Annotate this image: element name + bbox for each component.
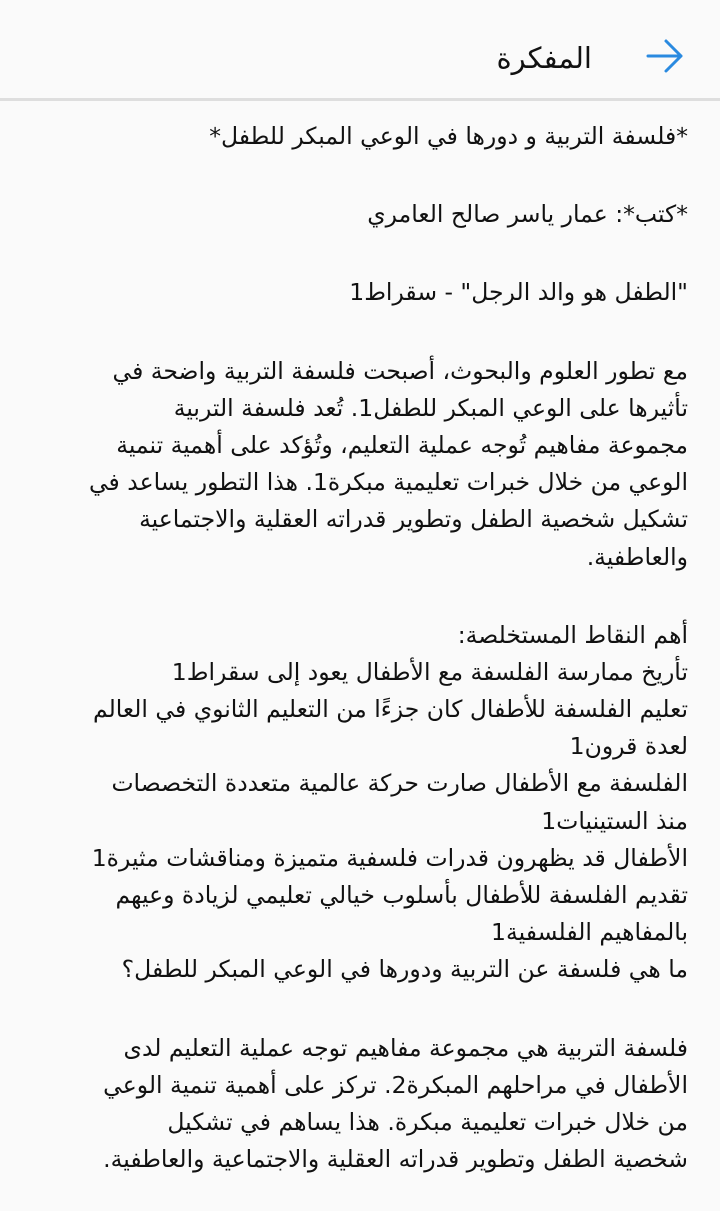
paragraph-1	[30, 353, 688, 576]
note-body[interactable]	[30, 118, 688, 1178]
text-line: مجموعة مفاهيم تُوجه عملية التعليم، وتُؤكد على أهمية تنمية	[116, 430, 688, 459]
question-line: ما هي فلسفة عن التربية ودورها في الوعي المبكر للطفل؟	[121, 955, 688, 984]
text-line: تشكيل شخصية الطفل وتطوير قدراته العقلية والاجتماعية	[139, 505, 688, 534]
note-title: *فلسفة التربية و دورها في الوعي المبكر للطفل*	[209, 122, 688, 150]
text-line: من خلال خبرات تعليمية مبكرة. هذا يساهم في تشكيل	[167, 1107, 688, 1136]
back-button[interactable]	[644, 36, 686, 76]
point-line: الأطفال قد يظهرون قدرات فلسفية متميزة ومناقشات مثيرة1	[91, 843, 688, 872]
text-line: والعاطفية.	[586, 542, 688, 571]
text-line: تأثيرها على الوعي المبكر للطفل1. تُعد فلسفة التربية	[173, 393, 688, 422]
text-line: الأطفال في مراحلهم المبكرة2. تركز على أهمية تنمية الوعي	[103, 1070, 688, 1099]
text-line: فلسفة التربية هي مجموعة مفاهيم توجه عملية التعليم لدى	[123, 1033, 688, 1062]
text-line: مع تطور العلوم والبحوث، أصبحت فلسفة التربية واضحة في	[112, 356, 688, 385]
arrow-right-icon	[644, 36, 686, 76]
page-title: المفكرة	[496, 41, 592, 75]
text-line: الوعي من خلال خبرات تعليمية مبكرة1. هذا التطور يساعد في	[88, 468, 688, 497]
point-line: تعليم الفلسفة للأطفال كان جزءًا من التعليم الثانوي في العالم	[92, 695, 688, 724]
point-line: منذ الستينيات1	[541, 806, 688, 835]
point-line: الفلسفة مع الأطفال صارت حركة عالمية متعددة التخصصات	[111, 769, 688, 798]
note-quote: "الطفل هو والد الرجل" - سقراط1	[349, 278, 688, 307]
paragraph-2	[30, 1030, 688, 1179]
point-line: لعدة قرون1	[569, 732, 688, 761]
points-heading: أهم النقاط المستخلصة:	[457, 620, 688, 649]
point-line: تقديم الفلسفة للأطفال بأسلوب خيالي تعليمي لزيادة وعيهم	[115, 881, 688, 909]
app-header	[0, 0, 720, 101]
note-author: *كتب*: عمار ياسر صالح العامري	[367, 200, 688, 229]
point-line: بالمفاهيم الفلسفية1	[491, 918, 688, 947]
point-line: تأريخ ممارسة الفلسفة مع الأطفال يعود إلى سقراط1	[171, 657, 688, 686]
text-line: شخصية الطفل وتطوير قدراته العقلية والاجتماعية والعاطفية.	[103, 1145, 688, 1174]
key-points	[30, 617, 688, 989]
